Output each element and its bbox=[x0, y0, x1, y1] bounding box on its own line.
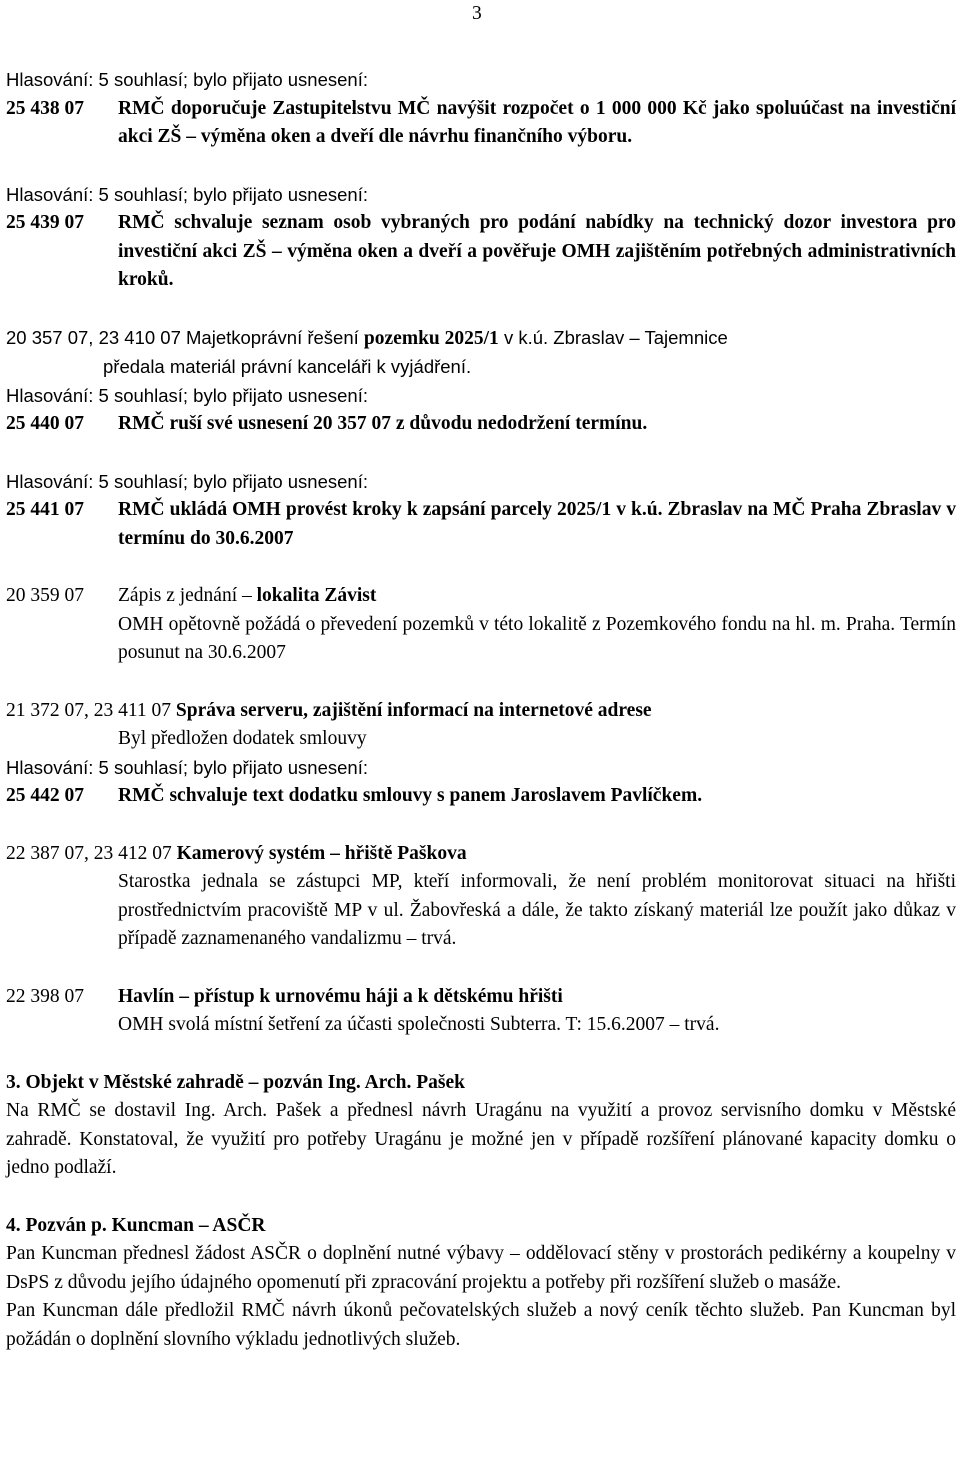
vote-line: Hlasování: 5 souhlasí; bylo přijato usnesení: bbox=[6, 384, 368, 406]
item-zapis-zavist bbox=[6, 582, 956, 611]
page-number: 3 bbox=[472, 3, 482, 24]
resolution-code: 25 439 07 bbox=[6, 212, 84, 233]
item-havlin bbox=[6, 983, 956, 1012]
vote-line: Hlasování: 5 souhlasí; bylo přijato usnesení: bbox=[6, 69, 368, 90]
item-header-pozemek: 20 357 07, 23 410 07 Majetkoprávní řešení pozemku 2025/1 v k.ú. Zbraslav – Tajemnice bbox=[6, 326, 728, 349]
resolution-code: 25 438 07 bbox=[6, 97, 84, 119]
resolution-text: RMČ schvaluje seznam osob vybraných pro podání nabídky na technický dozor investora pro investiční akci ZŠ – výměna oken a dveří a pověřuje OMH zajištěním potřebných administrativních kroků. bbox=[118, 212, 956, 290]
item-body: Starostka jednala se zástupci MP, kteří informovali, že není problém monitorovat situaci na hřišti prostřednictvím pracoviště MP v ul. Žabovřeská a dále, že takto získaný materiál lze použít jako důkaz v případě zaznamenaného vandalizmu – trvá. bbox=[118, 871, 956, 949]
resolution-code: 25 441 07 bbox=[6, 499, 84, 520]
section-body: Pan Kuncman přednesl žádost ASČR o doplnění nutné výbavy – oddělovací stěny v prostorách pedikérny a koupelny v DsPS z důvodu jejího údajného opomenutí při zpracování projektu a potřeby při rozšíření služeb o masáže. bbox=[6, 1243, 956, 1293]
resolution-code: 25 440 07 bbox=[6, 413, 84, 434]
section-body: Na RMČ se dostavil Ing. Arch. Pašek a přednesl návrh Uragánu na využití a provoz servisního domku v Městské zahradě. Konstatoval, že využití pro potřeby Uragánu je možné jen v případě rozšíření plánované kapacity domku o jedno podlaží. bbox=[6, 1100, 956, 1178]
item-code: 22 398 07 bbox=[6, 985, 84, 1007]
resolution-25442 bbox=[6, 782, 956, 811]
resolution-text: RMČ ukládá OMH provést kroky k zapsání parcely 2025/1 v k.ú. Zbraslav na MČ Praha Zbraslav v termínu do 30.6.2007 bbox=[118, 499, 956, 549]
item-body: OMH opětovně požádá o převedení pozemků v této lokalitě z Pozemkového fondu na hl. m. Praha. Termín posunut na 30.6.2007 bbox=[118, 613, 956, 663]
vote-line: Hlasování: 5 souhlasí; bylo přijato usnesení: bbox=[6, 183, 368, 205]
item-header-server: 21 372 07, 23 411 07 Správa serveru, zajištění informací na internetové adrese bbox=[6, 699, 652, 721]
vote-line: Hlasování: 5 souhlasí; bylo přijato usnesení: bbox=[6, 470, 368, 492]
item-code: 20 359 07 bbox=[6, 585, 84, 606]
resolution-text: RMČ ruší své usnesení 20 357 07 z důvodu nedodržení termínu. bbox=[118, 413, 648, 434]
resolution-text: RMČ doporučuje Zastupitelstvu MČ navýšit rozpočet o 1 000 000 Kč jako spoluúčast na investiční akci ZŠ – výměna oken a dveří dle návrhu finančního výboru. bbox=[118, 97, 956, 147]
document-body bbox=[6, 66, 956, 1354]
resolution-25440 bbox=[6, 410, 956, 439]
resolution-code: 25 442 07 bbox=[6, 785, 84, 806]
section-heading-objekt: 3. Objekt v Městské zahradě – pozván Ing. Arch. Pašek bbox=[6, 1071, 465, 1093]
section-body: Pan Kuncman dále předložil RMČ návrh úkonů pečovatelských služeb a nový ceník těchto služeb. Pan Kuncman byl požádán o doplnění slovního výkladu jednotlivých služeb. bbox=[6, 1300, 956, 1350]
item-title: Zápis z jednání – lokalita Závist bbox=[118, 585, 377, 606]
item-title: Havlín – přístup k urnovému háji a k dětskému hřišti bbox=[118, 985, 563, 1007]
item-note: předala materiál právní kanceláři k vyjádření. bbox=[103, 356, 472, 377]
vote-line: Hlasování: 5 souhlasí; bylo přijato usnesení: bbox=[6, 756, 368, 778]
resolution-25439 bbox=[6, 209, 956, 295]
resolution-25441 bbox=[6, 496, 956, 553]
section-heading-kuncman: 4. Pozván p. Kuncman – ASČR bbox=[6, 1214, 266, 1236]
resolution-text: RMČ schvaluje text dodatku smlouvy s panem Jaroslavem Pavlíčkem. bbox=[118, 785, 703, 806]
item-header-kamery: 22 387 07, 23 412 07 Kamerový systém – hřiště Paškova bbox=[6, 842, 467, 864]
item-body: OMH svolá místní šetření za účasti společnosti Subterra. T: 15.6.2007 – trvá. bbox=[118, 1014, 720, 1035]
item-note: Byl předložen dodatek smlouvy bbox=[118, 728, 367, 749]
resolution-25438 bbox=[6, 95, 956, 152]
